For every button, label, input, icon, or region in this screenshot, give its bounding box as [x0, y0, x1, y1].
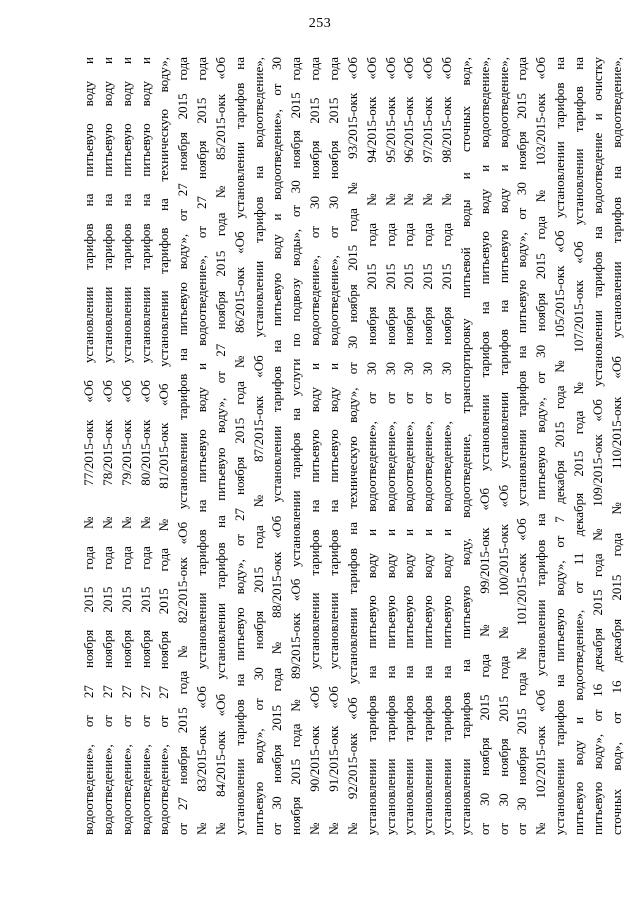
text-line: № 83/2015-окк «Об установлении тарифов на питьевую воду и водоотведение», от 27 ноября 2015 года [194, 57, 210, 835]
text-line: ноября 2015 года № 89/2015-окк «Об установлении тарифов на услуги по подвозу воды», от 30 ноября 2015 года [288, 57, 304, 835]
rotated-text-block [80, 57, 624, 835]
text-line: установлении тарифов на питьевую воду, водоотведение, транспортировку питьевой воды и сточных вод», [457, 57, 473, 835]
text-line: установлении тарифов на питьевую воду и водоотведение», от 30 ноября 2015 года № 98/2015-окк «Об [439, 57, 455, 835]
text-line: водоотведение», от 27 ноября 2015 года № 80/2015-окк «Об установлении тарифов на питьевую воду и [137, 57, 153, 835]
text-line: водоотведение», от 27 ноября 2015 года № 79/2015-окк «Об установлении тарифов на питьевую воду и [118, 57, 134, 835]
text-line: питьевую воду», от 16 декабря 2015 года № 109/2015-окк «Об установлении тарифов на водоотведение и очистку [589, 57, 605, 835]
text-line: установлении тарифов на питьевую воду и водоотведение», от 30 ноября 2015 года № 95/2015-окк «Об [382, 57, 398, 835]
text-line: установлении тарифов на питьевую воду и водоотведение», от 30 ноября 2015 года № 96/2015-окк «Об [401, 57, 417, 835]
text-line: № 90/2015-окк «Об установлении тарифов на питьевую воду и водоотведение», от 30 ноября 2015 года [307, 57, 323, 835]
text-line: № 84/2015-окк «Об установлении тарифов на питьевую воду», от 27 ноября 2015 года № 85/2015-окк «Об [212, 57, 228, 835]
text-line: установлении тарифов на питьевую воду и водоотведение», от 30 ноября 2015 года № 94/2015-окк «Об [363, 57, 379, 835]
text-line: № 91/2015-окк «Об установлении тарифов на питьевую воду и водоотведение», от 30 ноября 2015 года [325, 57, 341, 835]
text-line: от 30 ноября 2015 года № 99/2015-окк «Об установлении тарифов на питьевую воду и водоотведение», [476, 57, 492, 835]
text-line: установлении тарифов на питьевую воду», от 7 декабря 2015 года № 105/2015-окк «Об установлении тарифов на [552, 57, 568, 835]
text-line: № 102/2015-окк «Об установлении тарифов на питьевую воду», от 30 ноября 2015 года № 103/2015-окк «Об [533, 57, 549, 835]
text-line: № 92/2015-окк «Об установлении тарифов на техническую воду», от 30 ноября 2015 года № 93/2015-окк «Об [344, 57, 360, 835]
text-line: водоотведение», от 27 ноября 2015 года № 77/2015-окк «Об установлении тарифов на питьевую воду и [81, 57, 96, 835]
text-line: питьевую воду и водоотведение», от 11 декабря 2015 года № 107/2015-окк «Об установлении тарифов на [570, 57, 586, 835]
page-number: 253 [308, 16, 332, 31]
text-line: установлении тарифов на питьевую воду», от 27 ноября 2015 года № 86/2015-окк «Об установлении тарифов на [231, 57, 247, 835]
text-line: от 30 ноября 2015 года № 88/2015-окк «Об установлении тарифов на питьевую воду и водоотведение», от 30 [269, 57, 285, 835]
document-body [80, 57, 626, 835]
text-line: водоотведение», от 27 ноября 2015 года № 81/2015-окк «Об установлении тарифов на техническую воду», [156, 57, 172, 835]
text-line: от 30 ноября 2015 года № 100/2015-окк «Об установлении тарифов на питьевую воду и водоотведение», [495, 57, 511, 835]
text-line: питьевую воду», от 30 ноября 2015 года № 87/2015-окк «Об установлении тарифов на водоотведение», [250, 57, 266, 835]
text-line: водоотведение», от 27 ноября 2015 года № 78/2015-окк «Об установлении тарифов на питьевую воду и [99, 57, 115, 835]
text-line: сточных вод», от 16 декабря 2015 года № 110/2015-окк «Об установлении тарифов на водоотведение», [608, 57, 624, 835]
text-line: установлении тарифов на питьевую воду и водоотведение», от 30 ноября 2015 года № 97/2015-окк «Об [420, 57, 436, 835]
text-line: от 30 ноября 2015 года № 101/2015-окк «Об установлении тарифов на питьевую воду», от 30 ноября 2015 года [514, 57, 530, 835]
text-line: от 27 ноября 2015 года № 82/2015-окк «Об установлении тарифов на питьевую воду», от 27 ноября 2015 года [175, 57, 191, 835]
